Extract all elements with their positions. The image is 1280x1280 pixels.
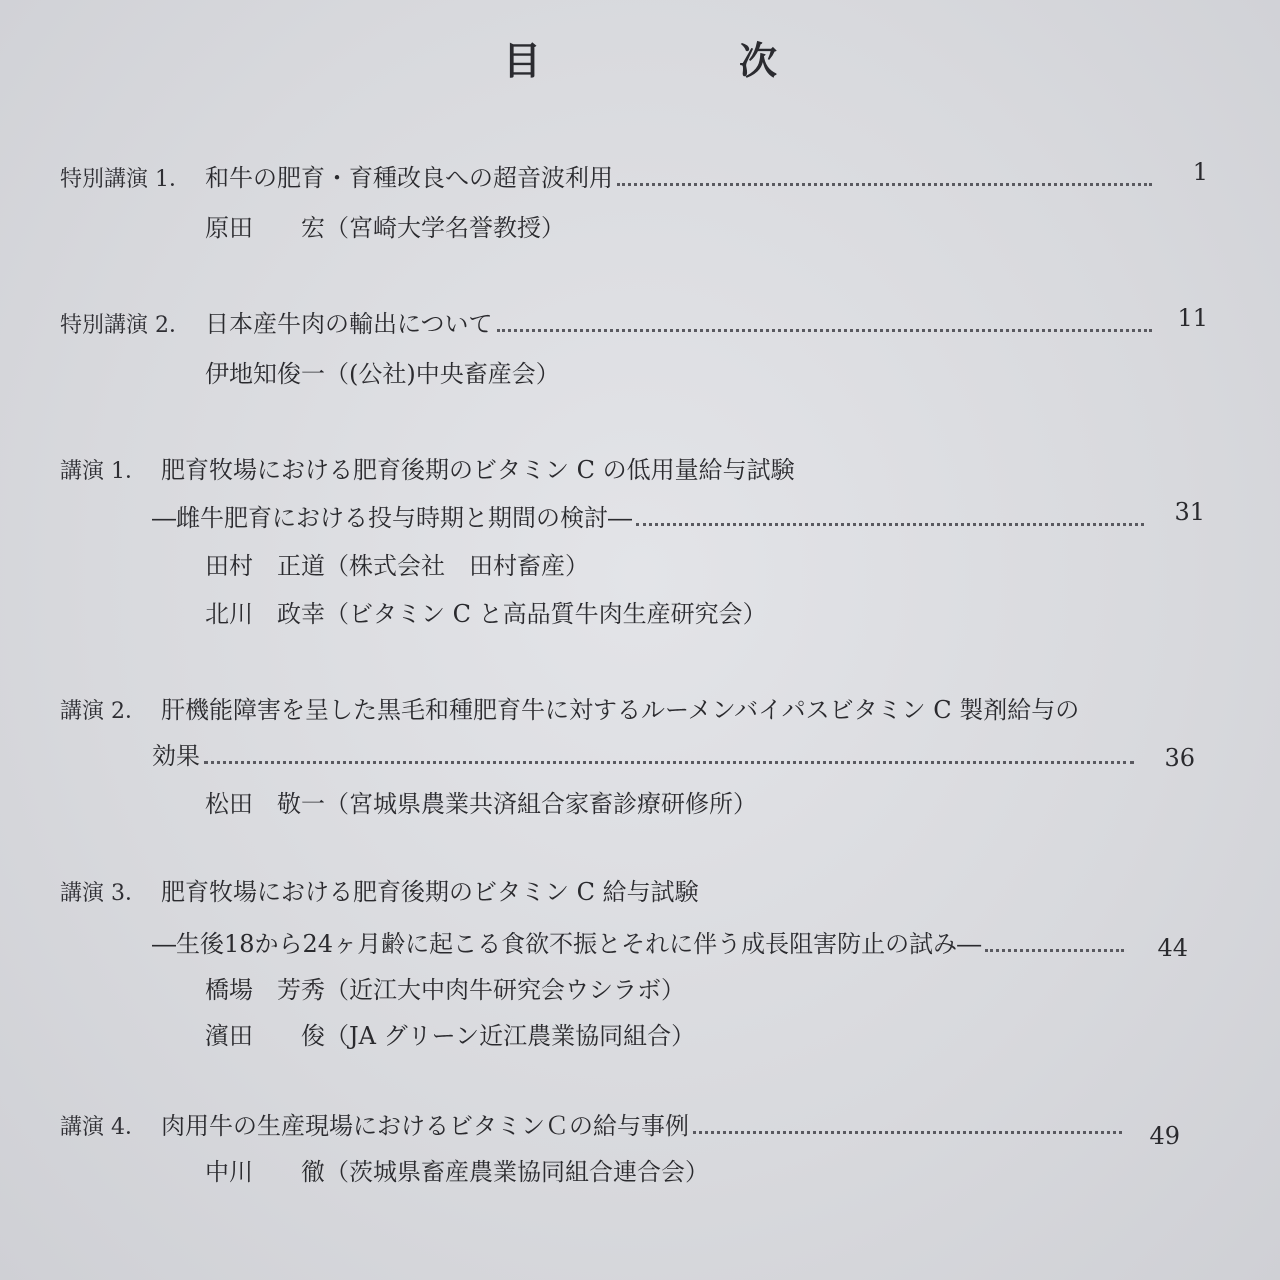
entry-author: 田村 正道（株式会社 田村畜産） — [205, 552, 589, 580]
entry-title: 肥育牧場における肥育後期のビタミン C の低用量給与試験 — [161, 456, 795, 484]
page-title: 目 次 — [502, 39, 857, 83]
entry-label: 講演 1． — [60, 459, 147, 484]
entry-author: 原田 宏（宮崎大学名誉教授） — [205, 214, 565, 242]
entry-author: 橋場 芳秀（近江大中肉牛研究会ウシラボ） — [205, 976, 685, 1004]
page-number: 1 — [1192, 158, 1208, 186]
entry-label: 講演 2． — [60, 699, 147, 724]
toc-entry-4 — [60, 690, 1160, 725]
entry-label: 特別講演 1． — [60, 167, 191, 192]
dot-leader — [985, 949, 1124, 952]
dot-leader — [693, 1131, 1122, 1134]
dot-leader — [636, 523, 1144, 526]
entry-title: 肝機能障害を呈した黒毛和種肥育牛に対するルーメンバイパスビタミン C 製剤給与の — [161, 696, 1080, 724]
entry-label: 特別講演 2． — [60, 313, 191, 338]
toc-entry-5-subtitle — [152, 924, 1132, 959]
entry-author: 北川 政幸（ビタミン C と高品質牛肉生産研究会） — [205, 600, 767, 628]
entry-subtitle: ―生後18から24ヶ月齢に起こる食欲不振とそれに伴う成長阻害防止の試み― — [152, 930, 982, 958]
toc-entry-3 — [60, 450, 1160, 485]
entry-title-continuation: 効果 — [152, 742, 200, 770]
entry-title: 日本産牛肉の輸出について — [205, 310, 493, 338]
toc-entry-3-subtitle — [152, 498, 1152, 533]
entry-label: 講演 4． — [60, 1115, 147, 1140]
entry-author: 濱田 俊（JA グリーン近江農業協同組合） — [205, 1022, 696, 1050]
entry-author: 松田 敬一（宮城県農業共済組合家畜診療研修所） — [205, 790, 757, 818]
entry-title: 肉用牛の生産現場におけるビタミンＣの給与事例 — [161, 1112, 689, 1140]
entry-label: 講演 3． — [60, 881, 147, 906]
entry-subtitle: ―雌牛肥育における投与時期と期間の検討― — [152, 504, 632, 532]
dot-leader — [497, 329, 1152, 332]
toc-entry-5 — [60, 872, 1160, 907]
page-number: 49 — [1149, 1122, 1180, 1150]
dot-leader — [204, 761, 1134, 764]
page-number: 44 — [1157, 934, 1188, 962]
entry-title: 肥育牧場における肥育後期のビタミン C 給与試験 — [161, 878, 699, 906]
page-number: 11 — [1177, 304, 1208, 332]
entry-title: 和牛の肥育・育種改良への超音波利用 — [205, 164, 613, 192]
page-number: 36 — [1164, 744, 1195, 772]
toc-entry-2 — [60, 304, 1160, 339]
toc-entry-6 — [60, 1106, 1130, 1141]
toc-entry-4-continuation — [152, 736, 1142, 771]
page-number: 31 — [1174, 498, 1205, 526]
toc-entry-1 — [60, 158, 1160, 193]
entry-author: 伊地知俊一（(公社)中央畜産会） — [205, 360, 560, 388]
entry-author: 中川 徹（茨城県畜産農業協同組合連合会） — [205, 1158, 709, 1186]
dot-leader — [617, 183, 1152, 186]
